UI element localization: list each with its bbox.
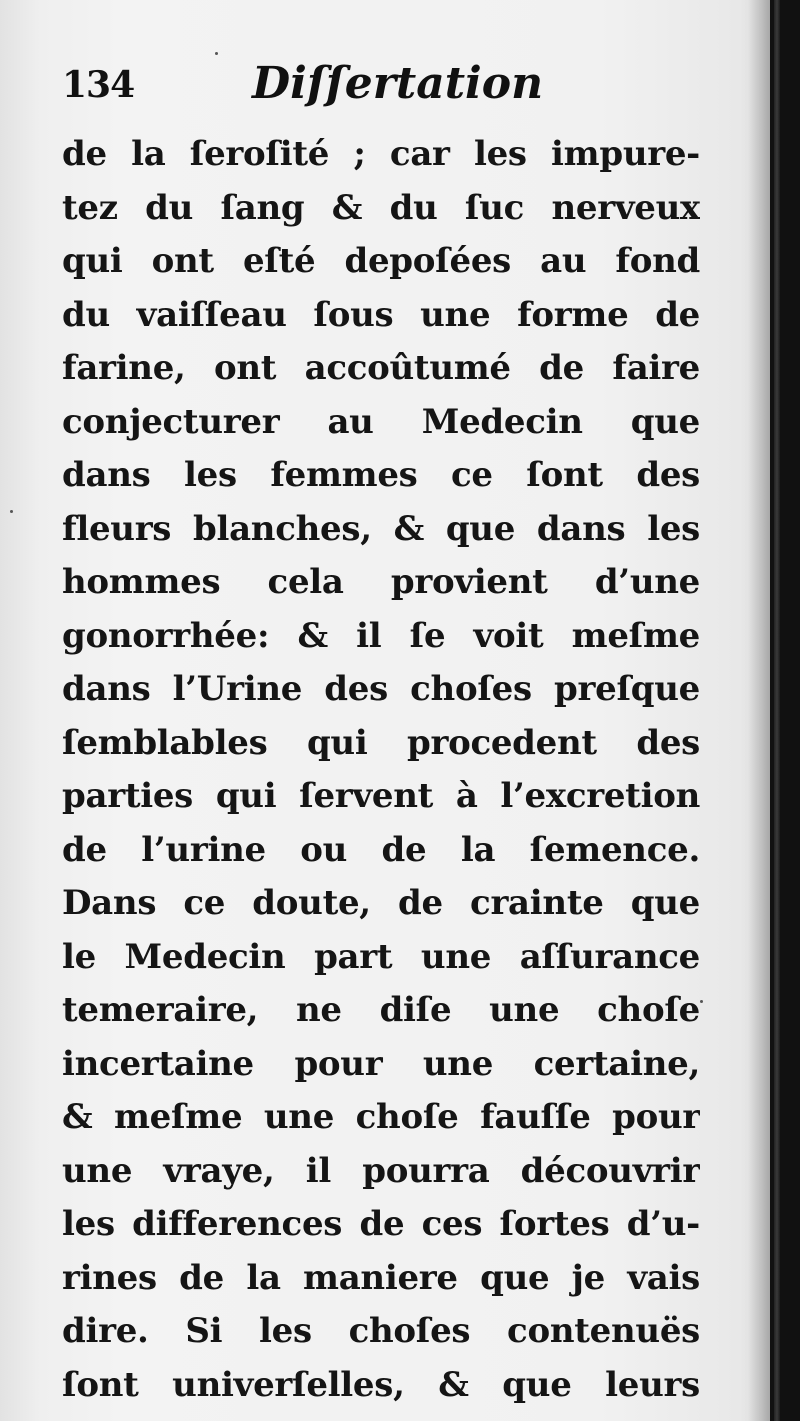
- text-line: dire. Si les choſes contenuës: [62, 1311, 700, 1351]
- text-line: une vraye, il pourra découvrir: [62, 1150, 700, 1191]
- running-title: Diſſertation: [252, 58, 544, 109]
- page-edge-shadow: [748, 0, 770, 1421]
- text-line: ſemblables qui procedent des: [62, 722, 700, 763]
- page-number: 134: [62, 64, 135, 106]
- ink-speck: [700, 1000, 703, 1003]
- text-line: Dans ce doute, de crainte que: [62, 883, 700, 923]
- ink-speck: [215, 52, 218, 55]
- text-line: dans les femmes ce ſont des: [62, 455, 700, 495]
- book-binding: [770, 0, 800, 1421]
- text-line: le Medecin part une aſſurance: [62, 936, 700, 977]
- text-line: de la ſeroſité ; car les impure-: [62, 134, 700, 174]
- text-line: fleurs blanches, & que dans les: [62, 508, 700, 549]
- text-line: gonorrhée: & il ſe voit meſme: [62, 615, 700, 656]
- text-line: de l’urine ou de la ſemence.: [62, 829, 700, 870]
- text-line: rines de la maniere que je vais: [62, 1257, 700, 1298]
- text-line: dans l’Urine des choſes preſque: [62, 669, 700, 709]
- text-line: incertaine pour une certaine,: [62, 1043, 700, 1084]
- text-line: conjecturer au Medecin que: [62, 401, 700, 442]
- text-line: ſont univerſelles, & que leurs: [62, 1364, 700, 1405]
- text-line: parties qui ſervent à l’excretion: [62, 776, 700, 816]
- text-line: farine, ont accoûtumé de faire: [62, 348, 700, 388]
- text-line: du vaiſſeau ſous une forme de: [62, 294, 700, 335]
- text-line: qui ont eſté depoſées au fond: [62, 241, 700, 281]
- text-line: les differences de ces ſortes d’u-: [62, 1204, 700, 1244]
- text-line: & meſme une choſe fauſſe pour: [62, 1097, 700, 1137]
- text-line: hommes cela provient d’une: [62, 562, 700, 602]
- body-text: [62, 128, 700, 1412]
- text-line: tez du ſang & du ſuc nerveux: [62, 187, 700, 228]
- page-header: [62, 58, 702, 118]
- ink-speck: [10, 510, 13, 513]
- text-line: temeraire, ne diſe une choſe: [62, 990, 700, 1030]
